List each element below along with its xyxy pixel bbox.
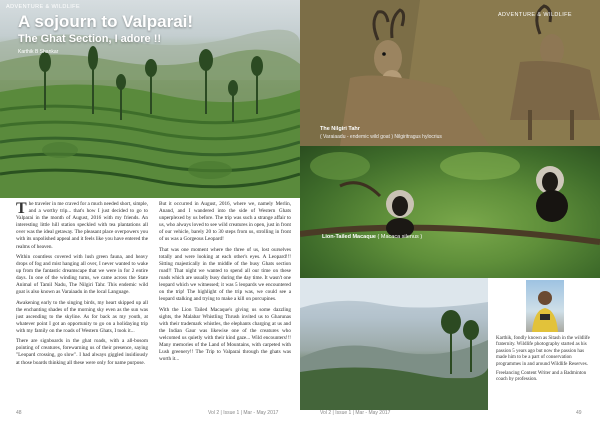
tahr-illustration: [300, 0, 600, 146]
hero-photo-tea-plantations: [0, 0, 300, 198]
paragraph: Awakening early to the singing birds, my heart skipped up all the enchanting shades of the morning sky even as the sun was just ascending to the skyline. As for back as my youth, at whatever point I got an opportunity to go on a holidaying trip with my family on the roads of Western Ghats, I took it...: [16, 299, 148, 334]
article-body: [16, 201, 294, 404]
text-column-1: [16, 201, 148, 404]
nilgiri-tahr-photo: [300, 0, 600, 146]
photo-caption-subtitle: ( Varaiaadu - endemic wild goat ) Nilgiritragus hylocrius: [320, 134, 442, 140]
hills-illustration: [300, 278, 488, 410]
author-bio: [496, 336, 596, 387]
issue-info: Vol 2 | Issue 1 | Mar - May 2017: [208, 410, 279, 416]
photo-caption-title: Lion-Tailed Macaque: [322, 234, 376, 240]
paragraph-text: he traveler in me craved for a much needed short, simple, and a worthy trip... that's how I just decided to go to Valparai in the month of August, 2016 with my friends. An interesting little hill station speckled with tea plantations all over was the ideal getaway. The pleasant place overpowers you with its unpolished appeal and it feels like you have entered the realms of heaven.: [16, 201, 148, 250]
lion-tailed-macaque-photo: [300, 146, 600, 278]
page-number: 49: [576, 410, 582, 416]
author-bio-box: [490, 278, 600, 410]
section-tag: ADVENTURE & WILDLIFE: [6, 4, 81, 10]
section-tag: ADVENTURE & WILDLIFE: [497, 12, 572, 18]
text-column-2: [159, 201, 291, 404]
paragraph: Freelancing Content Writer and a Badminton coach by profession.: [496, 371, 587, 383]
photo-caption-title: The Nilgiri Tahr: [320, 126, 360, 132]
right-page: [300, 0, 600, 424]
macaque-illustration: [300, 146, 600, 278]
author-photo: [526, 280, 564, 332]
paragraph: With the Lion Tailed Macaque's giving us some dazzling sights, the Malabar Whistling Thrush invited us to Gharunas with their trademark whistles, the elephants charging at us and the Indian Gaur was likewise one of the creatures who welcomed us quietly with their kind gaze... Wild encounters!!! Many memories of the Land of Mountains, with carpeted with Lush greenery!! The Trip to Valparai through the ghats was worth it...: [159, 306, 291, 363]
paragraph: [16, 201, 148, 251]
article-subtitle: The Ghat Section, I adore !!: [18, 33, 162, 45]
paragraph: There are signboards in the ghat roads, with a all-bosom pointing of creatures, forewarning us of their presence, saying "Leopard crossing, go slow". I had always giggled insidiously at those boards thinking all these were only for name purpose.: [16, 338, 148, 366]
paragraph: That was one moment where the three of us, lost ourselves totally and were looking at each other's eyes. A Leopard!!! Sitting majestically in the middle of the busy Ghats section road!! That night we wanted to spend all our time on these roads which are usually busy during the day time. It wasn't one leopard which we witnessed; it was 5 leopards we encountered on the trip! The highlight of the trip was, we could see a leopard stalking and trying to make a kill on porcupines.: [159, 246, 291, 303]
issue-info: Vol 2 | Issue 1 | Mar - May 2017: [320, 410, 391, 416]
drop-cap: T: [16, 201, 27, 217]
article-title: A sojourn to Valparai!: [18, 12, 194, 31]
author-portrait: [526, 280, 564, 332]
author-byline: Karthik B Shankar: [18, 49, 59, 55]
photo-caption: [322, 234, 422, 240]
paragraph: Karthik, fondly known as Sitash in the wildlife fraternity. Wildlife photography started as his passion 5 years ago but now the passion has made him to be a part of conservation programmes in and around Wildlife Reserves.: [496, 336, 590, 367]
paragraph: Within countless covered with lush green fauna, and heavy drops of fog and mist hanging all over, I never wanted to wake up from the fantastic dreamscape that we were in for 2 entire days. In one of the winding turns, we came across the State Animal of Tamil Nadu, The Nilgiri Tahr. This endemic wild goat is also known as Varaiaadu in the local Language.: [16, 253, 148, 296]
photo-caption-subtitle: ( Macaca silenus ): [377, 234, 423, 240]
misty-hills-photo: [300, 278, 488, 410]
paragraph: But it occurred in August, 2016, where we, namely Merlin, Anand, and I wandered into the side of Western Ghats unperplexed by us before. The trip was such a strange affair to us, who always loved to see wild creatures in open, just in front of our vehicle, barely 20 to 30 steps from us, strolling in front of us was a Gorgeous Leopard!: [159, 201, 291, 243]
page-number: 48: [16, 410, 22, 416]
